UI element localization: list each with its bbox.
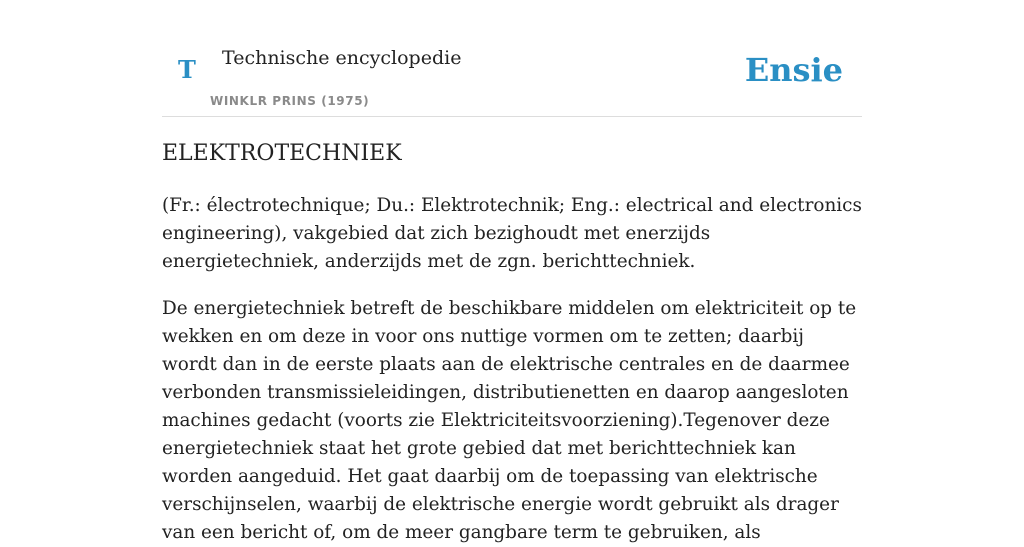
article-paragraph: De energietechniek betreft de beschikbare middelen om elektriciteit op te wekken en om deze in voor ons nuttige vormen om te zetten; daarbij wordt dan in de eerste plaats aan de elektrische centrales en de daarmee verbonden transmissieleidingen, distributienetten en daarop aangesloten machines gedacht (voorts zie Elektriciteitsvoorziening).Tegenover deze energietechniek staat het grote gebied dat met berichttechniek kan worden aangeduid. Het gaat daarbij om de toepassing van elektrische verschijnselen, waarbij de elektrische energie wordt gebruikt als drager van een bericht of, om de meer gangbare term te gebruiken, als — [162, 298, 857, 543]
brand-logo-link[interactable]: Ensie — [744, 51, 843, 89]
encyclopedia-header — [162, 0, 862, 117]
encyclopedia-subtitle: WINKLR PRINS (1975) — [210, 94, 370, 108]
article-title: ELEKTROTECHNIEK — [162, 141, 402, 166]
article — [162, 137, 862, 547]
article-paragraph: (Fr.: électrotechnique; Du.: Elektrotechnik; Eng.: electrical and electronics engineering), vakgebied dat zich bezighoudt met enerzijds energietechniek, anderzijds met de zgn. berichttechniek. — [162, 195, 862, 272]
encyclopedia-logo[interactable]: T — [178, 55, 196, 84]
encyclopedia-title[interactable]: Technische encyclopedie — [222, 47, 462, 69]
